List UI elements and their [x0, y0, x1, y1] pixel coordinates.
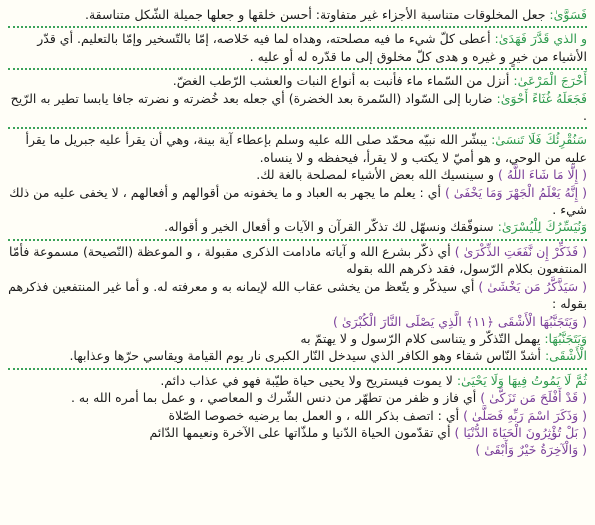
- explanation-text: أي تقدّمون الحياة الدّنيا و ملذّاتها على الآخرة ونعيمها الدّائم: [149, 424, 455, 440]
- vocabulary-term: فَجَعَلَهُ غُثَاءً أَحْوَىٰ:: [496, 90, 587, 106]
- explanation-text: لا يموت فيستريح ولا يحيى حياة طيّبة فهو في عذاب دائم.: [160, 372, 457, 388]
- verse-quote: ( سَيَذَّكَّرُ مَن يَخْشَىٰ ): [478, 278, 587, 294]
- vocabulary-term: ثُمَّ لَا يَمُوتُ فِيهَا وَلَا يَحْيَىٰ:: [456, 372, 587, 388]
- explanation-text: أشدّ النّاس شقاء وهو الكافر الذي سيدخل النّار الكبرى نار يوم القيامة ويقاسي حرّها وعذابها.: [69, 348, 545, 364]
- vocabulary-term: أَخْرَجَ الْمَرْعَىٰ:: [513, 73, 587, 89]
- verse-quote: ( وَذَكَرَ اسْمَ رَبِّهِ فَصَلَّىٰ ): [463, 407, 587, 423]
- paragraph: [8, 28, 587, 70]
- paragraph: [8, 129, 587, 240]
- explanation-text: و سينسيك الله بعض الأشياء لمصلحة بالغة لك.: [256, 167, 498, 183]
- vocabulary-term: الْأَشْقَى:: [544, 348, 587, 364]
- paragraph: [8, 4, 587, 28]
- verse-quote: ( فَذَكِّرْ إِن نَّفَعَتِ الذِّكْرَىٰ ): [454, 243, 587, 259]
- explanation-text: أي : يعلم ما يجهر به العباد و ما يخفونه من أقوالهم و أفعالهم ، لا يخفى عليه من ذلك شيء .: [9, 184, 587, 218]
- verse-quote: ( وَالْآخِرَةُ خَيْرٌ وَأَبْقَىٰ ): [475, 442, 587, 458]
- vocabulary-term: وَيَتَجَنَّبُهَا:: [544, 330, 587, 346]
- verse-quote: ( بَلْ تُؤْثِرُونَ الْحَيَاةَ الدُّنْيَا ): [454, 424, 587, 440]
- vocabulary-term: سَنُقْرِئُكَ فَلَا تَنسَىٰ:: [491, 132, 587, 148]
- vocabulary-term: فَسَوَّىٰ:: [549, 7, 587, 22]
- verse-quote: ( إِنَّهُ يَعْلَمُ الْجَهْرَ وَمَا يَخْفَىٰ ): [444, 184, 587, 200]
- verse-quote: ( إِلَّا مَا شَاءَ اللَّهُ ): [497, 167, 587, 183]
- explanation-text: يبشّر الله نبيّه محمّد صلى الله عليه وسلم بإعطاء آية بينة، وهي أن يقرأ عليه جبريل ما يقرأ عليه من الوحي، و هو أميّ لا يكتب و لا يقرأ، فيحفظه و لا ينساه.: [25, 132, 587, 165]
- explanation-text: أعطى كلّ شيء ما فيه مصلحته، وهداه لما فيه خَلاصه، إمّا بالتّسخير وإمّا بالتعليم. أي قدّر الأشياء من خيرٍ و غيره و هدى كلّ مخلوق إلى ما قدّره له أو عليه .: [37, 31, 587, 64]
- vocabulary-term: و الذي قَدَّرَ فَهَدَىٰ:: [494, 31, 587, 47]
- vocabulary-term: وَنُيَسِّرُكَ لِلْيُسْرَىٰ:: [497, 219, 587, 235]
- verse-quote: ( وَيَتَجَنَّبُهَا الْأَشْقَى ﴿١١﴾ الَّذِي يَصْلَى النَّارَ الْكُبْرَىٰ ): [333, 313, 587, 329]
- explanation-text: سنوفّقك ونسهّل لك تذكّر القرآن و الآيات و أفعال الخير و أقواله.: [164, 219, 498, 235]
- paragraph: [8, 241, 587, 370]
- explanation-text: أي ذكّر بشرع الله و آياته مادامت الذكرى مقبولة ، و الموعظة (النّصيحة) مسموعة فأمّا المنتفعون بكلام الرّسول، فقد ذكرهم الله بقوله: [9, 243, 587, 277]
- explanation-text: أي فاز و ظفر من تطهّر من دنس الشّرك و المعاصي ، و عمل بما أمره الله به .: [70, 390, 481, 406]
- explanation-text: أي : اتصف بذكر الله ، و العمل بما يرضيه خصوصا الصّلاة: [168, 407, 464, 423]
- explanation-text: ضاربا إلى السّواد (السّمرة بعد الخضرة) أي جعله بعد خُضرته و نضرته جافا يابسا تطير به الرّيح .: [10, 90, 587, 124]
- verse-quote: ( قَدْ أَفْلَحَ مَن تَزَكَّىٰ ): [480, 390, 587, 406]
- explanation-text: يهمل التّذكّر و يتناسى كلام الرّسول و لا يهتمّ به: [300, 330, 545, 346]
- explanation-text: أي سيذكّر و يتّعظ من يخشى عقاب الله لإيمانه به و معرفته له. و أما غير المنتفعين فذكرهم بقوله :: [8, 278, 587, 312]
- paragraph: [8, 370, 587, 462]
- explanation-text: أنزل من السّماء ماء فأنبت به أنواع النبات والعشب الرّطب الغضّ.: [172, 73, 514, 89]
- paragraph: [8, 70, 587, 129]
- explanation-text: جعل المخلوقات متناسبة الأجزاء غير متفاوتة: أحسن خلقها و جعلها جميلة الشّكل متناسقة.: [84, 7, 550, 22]
